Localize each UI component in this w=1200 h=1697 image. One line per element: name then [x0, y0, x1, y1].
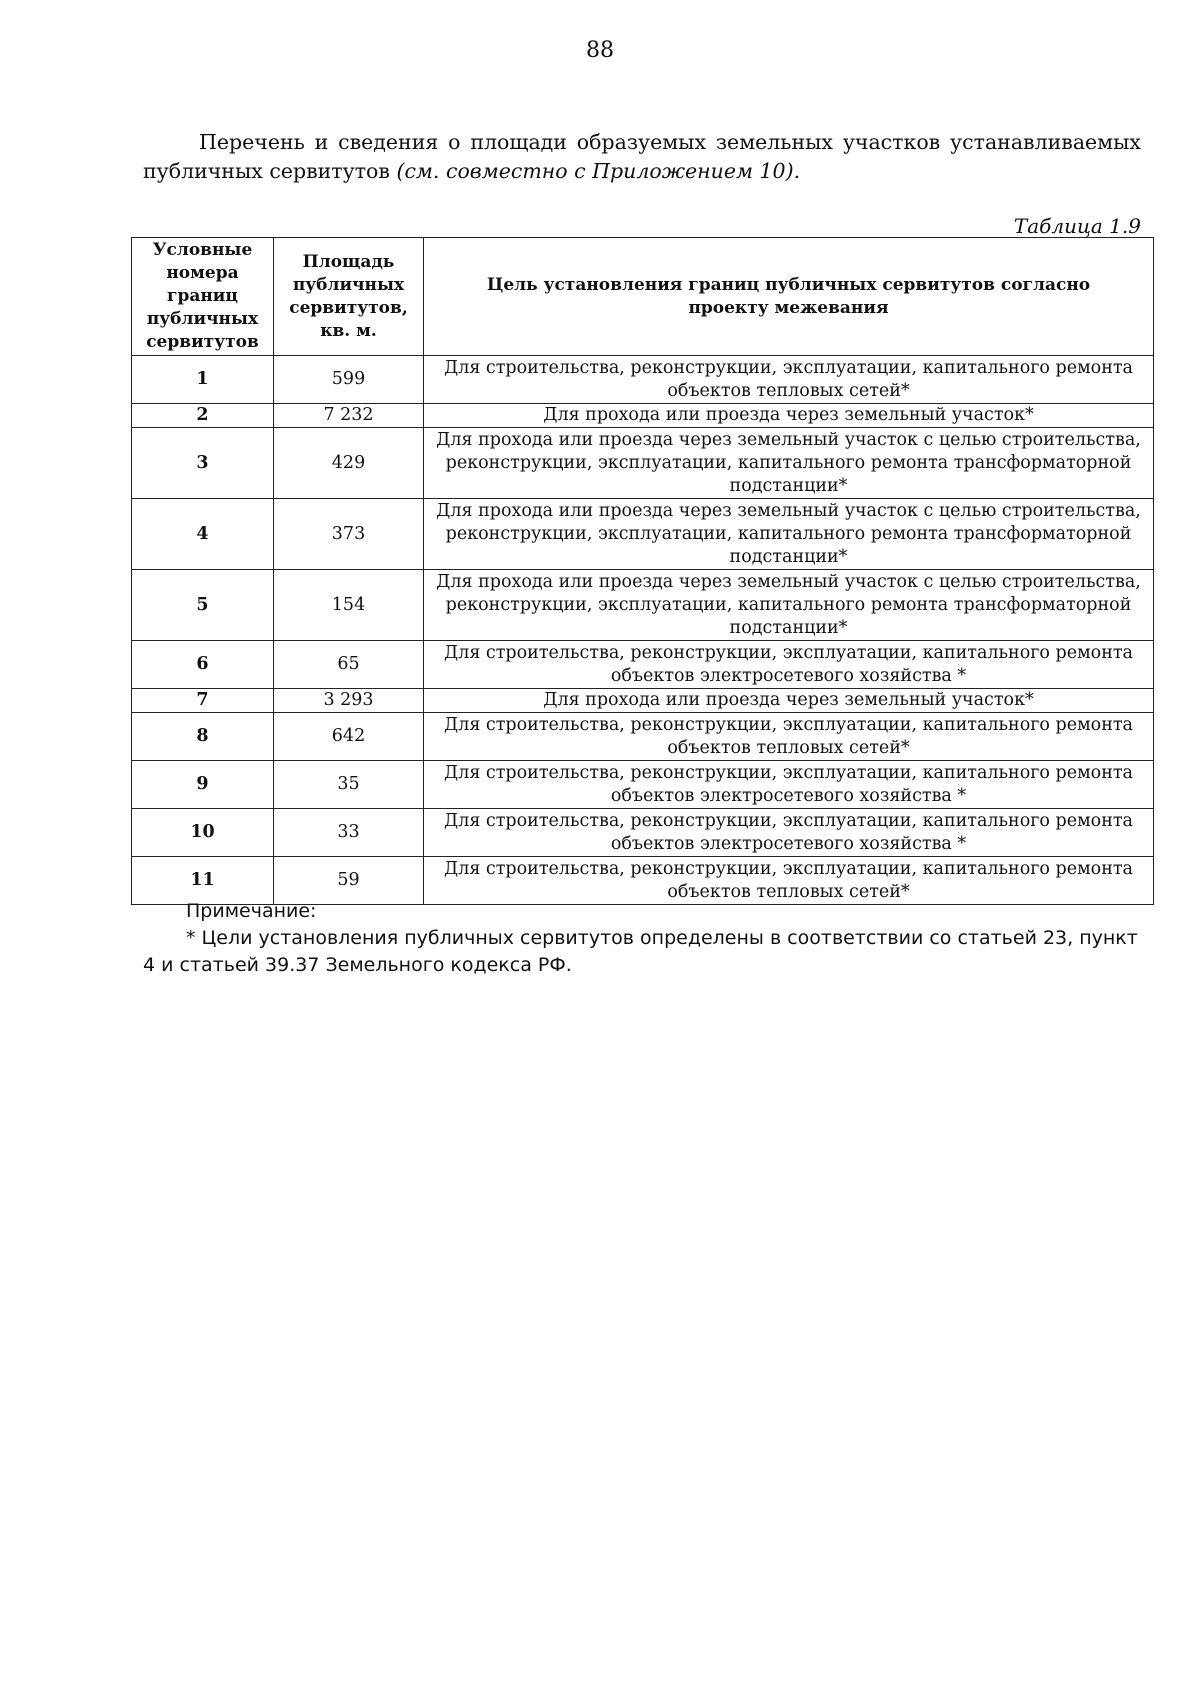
row-number: 9	[132, 761, 274, 809]
servitudes-table	[131, 237, 1154, 905]
intro-paragraph	[143, 128, 1141, 186]
row-purpose: Для строительства, реконструкции, эксплуатации, капитального ремонта объектов электросетевого хозяйства *	[424, 641, 1154, 689]
table-row	[132, 809, 1154, 857]
row-purpose: Для строительства, реконструкции, эксплуатации, капитального ремонта объектов тепловых сетей*	[424, 857, 1154, 905]
header-number: Условные номера границ публичных сервитутов	[132, 238, 274, 356]
table-row	[132, 761, 1154, 809]
table-header-row	[132, 238, 1154, 356]
row-purpose: Для строительства, реконструкции, эксплуатации, капитального ремонта объектов тепловых сетей*	[424, 356, 1154, 404]
header-purpose: Цель установления границ публичных сервитутов согласно проекту межевания	[424, 238, 1154, 356]
row-number: 1	[132, 356, 274, 404]
row-purpose: Для прохода или проезда через земельный участок*	[424, 404, 1154, 428]
intro-reference: (см. совместно с Приложением 10).	[396, 159, 801, 183]
table-row	[132, 428, 1154, 499]
row-area: 599	[274, 356, 424, 404]
row-purpose: Для прохода или проезда через земельный участок*	[424, 689, 1154, 713]
row-number: 8	[132, 713, 274, 761]
row-area: 35	[274, 761, 424, 809]
table-row	[132, 641, 1154, 689]
table-row	[132, 499, 1154, 570]
row-area: 642	[274, 713, 424, 761]
row-purpose: Для прохода или проезда через земельный участок с целью строительства, реконструкции, эксплуатации, капитального ремонта трансформаторной подстанции*	[424, 499, 1154, 570]
row-purpose: Для строительства, реконструкции, эксплуатации, капитального ремонта объектов электросетевого хозяйства *	[424, 761, 1154, 809]
row-purpose: Для строительства, реконструкции, эксплуатации, капитального ремонта объектов тепловых сетей*	[424, 713, 1154, 761]
table-row	[132, 713, 1154, 761]
table-row	[132, 570, 1154, 641]
page-number: 88	[586, 38, 614, 63]
row-purpose: Для строительства, реконструкции, эксплуатации, капитального ремонта объектов электросетевого хозяйства *	[424, 809, 1154, 857]
table-caption: Таблица 1.9	[1013, 214, 1141, 238]
row-number: 4	[132, 499, 274, 570]
note-title: Примечание:	[186, 900, 317, 922]
row-area: 59	[274, 857, 424, 905]
row-number: 11	[132, 857, 274, 905]
row-purpose: Для прохода или проезда через земельный участок с целью строительства, реконструкции, эксплуатации, капитального ремонта трансформаторной подстанции*	[424, 570, 1154, 641]
row-area: 3 293	[274, 689, 424, 713]
row-number: 6	[132, 641, 274, 689]
row-area: 65	[274, 641, 424, 689]
row-area: 7 232	[274, 404, 424, 428]
row-area: 429	[274, 428, 424, 499]
row-number: 3	[132, 428, 274, 499]
row-area: 373	[274, 499, 424, 570]
table-row	[132, 356, 1154, 404]
row-number: 5	[132, 570, 274, 641]
row-number: 2	[132, 404, 274, 428]
row-number: 7	[132, 689, 274, 713]
table-row	[132, 404, 1154, 428]
table-row	[132, 689, 1154, 713]
row-area: 154	[274, 570, 424, 641]
row-area: 33	[274, 809, 424, 857]
row-purpose: Для прохода или проезда через земельный участок с целью строительства, реконструкции, эксплуатации, капитального ремонта трансформаторной подстанции*	[424, 428, 1154, 499]
header-area: Площадь публичных сервитутов, кв. м.	[274, 238, 424, 356]
note-text: * Цели установления публичных сервитутов определены в соответствии со статьей 23, пункт 4 и статьей 39.37 Земельного кодекса РФ.	[143, 927, 1138, 976]
note-block	[143, 898, 1141, 979]
table-body	[132, 356, 1154, 905]
row-number: 10	[132, 809, 274, 857]
intro-text: Перечень и сведения о площади образуемых земельных участков устанавливаемых публичных сервитутов	[143, 130, 1141, 183]
